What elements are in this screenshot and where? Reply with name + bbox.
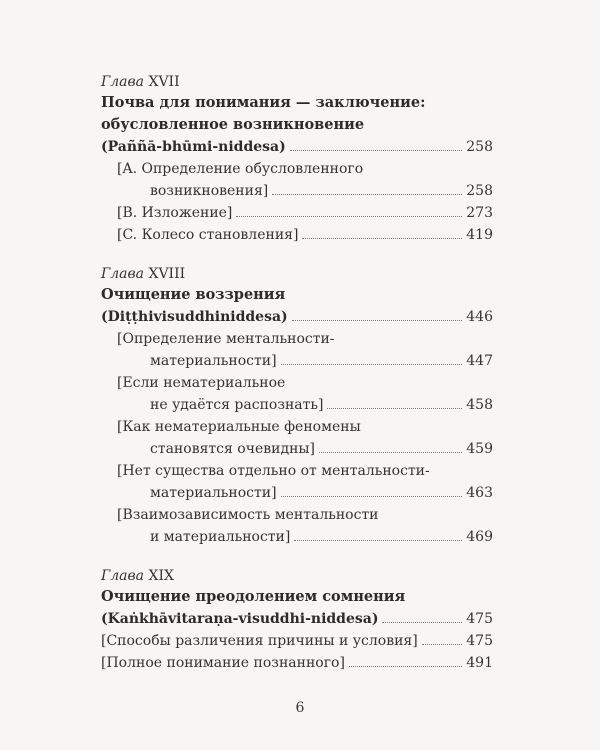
- page-ref: 446: [466, 309, 493, 325]
- chapter-label: Глава XVII: [101, 74, 180, 90]
- chapter-title-line: обусловленное возникновение: [101, 116, 365, 133]
- page-ref: 258: [466, 183, 493, 199]
- page-number: 6: [295, 700, 305, 716]
- chapter-label: Глава XIX: [101, 568, 174, 584]
- toc-entry[interactable]: [A. Определение обусловленного возникновения] 258: [101, 158, 493, 202]
- dot-leader: [327, 408, 462, 409]
- page-ref: 469: [466, 529, 493, 545]
- dot-leader: [292, 320, 463, 321]
- chapter-17: [101, 72, 493, 246]
- dot-leader: [302, 238, 462, 239]
- page-ref: 258: [466, 139, 493, 155]
- toc-entry[interactable]: [Взаимозависимость ментальности и материальности] 469: [101, 504, 493, 548]
- chapter-19: [101, 566, 493, 674]
- page-ref: 463: [466, 485, 493, 501]
- toc-entry[interactable]: [C. Колесо становления] 419: [101, 224, 493, 246]
- toc-entry[interactable]: [Полное понимание познанного] 491: [101, 652, 493, 674]
- table-of-contents: [101, 72, 493, 692]
- toc-entry[interactable]: [B. Изложение] 273: [101, 202, 493, 224]
- dot-leader: [349, 666, 462, 667]
- dot-leader: [319, 452, 462, 453]
- dot-leader: [290, 150, 463, 151]
- chapter-title-line: Почва для понимания — заключение:: [101, 94, 426, 111]
- chapter-18: [101, 264, 493, 548]
- chapter-title-entry[interactable]: (Kaṅkhāvitaraṇa-visuddhi-niddesa) 475: [101, 608, 493, 630]
- page-ref: 458: [466, 397, 493, 413]
- chapter-title-line: Очищение воззрения: [101, 286, 286, 303]
- dot-leader: [422, 644, 463, 645]
- page-ref: 447: [466, 353, 493, 369]
- page-ref: 459: [466, 441, 493, 457]
- toc-entry[interactable]: [Способы различения причины и условия] 475: [101, 630, 493, 652]
- page-ref: 475: [466, 633, 493, 649]
- toc-entry[interactable]: [Определение ментальности- материальности] 447: [101, 328, 493, 372]
- toc-entry[interactable]: [Нет существа отдельно от ментальности- материальности] 463: [101, 460, 493, 504]
- chapter-title-entry[interactable]: (Paññā-bhūmi-niddesa) 258: [101, 136, 493, 158]
- dot-leader: [281, 364, 463, 365]
- dot-leader: [281, 496, 463, 497]
- chapter-title-entry[interactable]: (Diṭṭhivisuddhiniddesa) 446: [101, 306, 493, 328]
- page-ref: 475: [466, 611, 493, 627]
- chapter-label: Глава XVIII: [101, 266, 186, 282]
- page-ref: 419: [466, 227, 493, 243]
- dot-leader: [236, 216, 462, 217]
- chapter-title-line: Очищение преодолением сомнения: [101, 588, 406, 605]
- dot-leader: [382, 622, 462, 623]
- toc-entry[interactable]: [Как нематериальные феномены становятся очевидны] 459: [101, 416, 493, 460]
- page-ref: 491: [466, 655, 493, 671]
- toc-entry[interactable]: [Если нематериальное не удаётся распознать] 458: [101, 372, 493, 416]
- dot-leader: [272, 194, 462, 195]
- dot-leader: [294, 540, 462, 541]
- page-ref: 273: [466, 205, 493, 221]
